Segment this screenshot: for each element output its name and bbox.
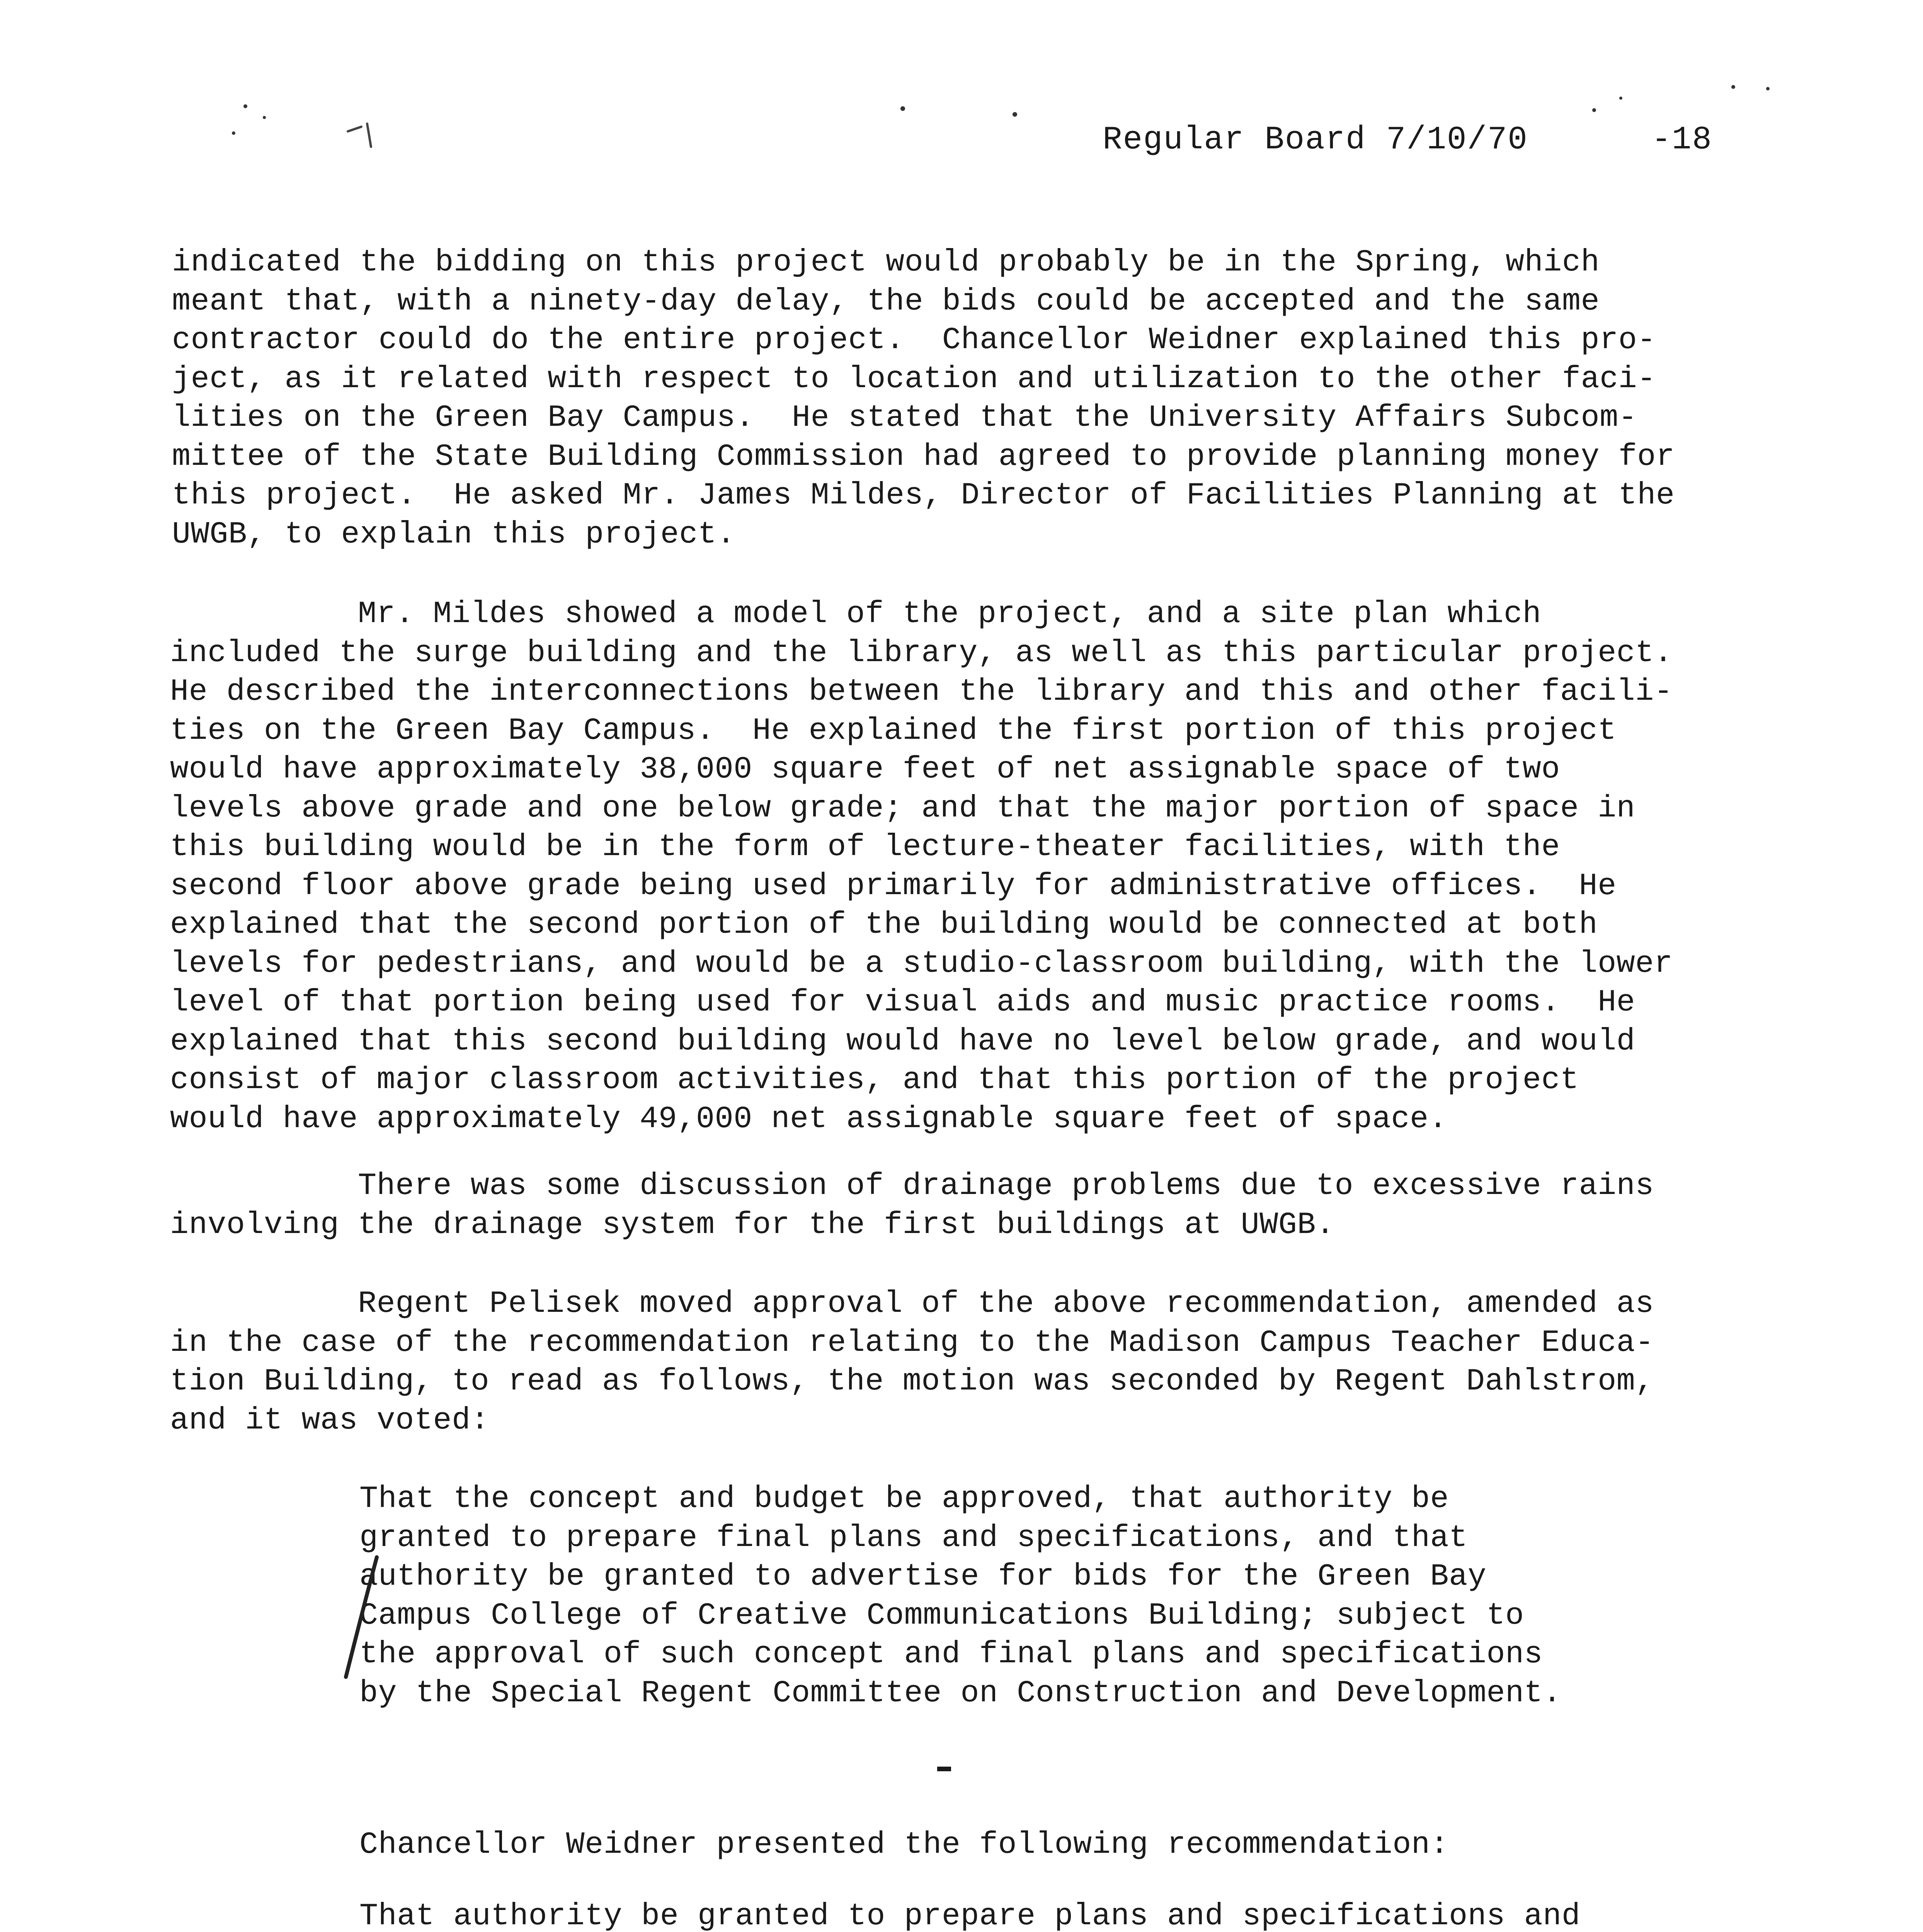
scan-speck <box>263 116 266 119</box>
margin-slash-mark <box>346 1557 377 1677</box>
scan-speck <box>1592 108 1596 112</box>
paragraph-5: Chancellor Weidner presented the following recommendation: <box>359 1827 1449 1862</box>
resolution-2: That authority be granted to prepare plans and specifications and <box>359 1899 1581 1932</box>
paragraph-2: Mr. Mildes showed a model of the project, and a site plan which included the surge building and the library, as well as this particular project. He described the interconnections between the library and this and other facili- ties on the Green Bay Campus. He explained the first portion of this project would have approximately 38,000 square feet of net assignable space of two levels above grade and one below grade; and that the major portion of space in this building would be in the form of lecture-theater facilities, with the second floor above grade being used primarily for administrative offices. He explained that the second portion of the building would be connected at both levels for pedestrians, and would be a studio-classroom building, with the lower level of that portion being used for visual aids and music practice rooms. He explained that this second building would have no level below grade, and would consist of major classroom activities, and that this portion of the project would have approximately 49,000 net assignable square feet of space. <box>170 597 1673 1137</box>
paragraph-4: Regent Pelisek moved approval of the above recommendation, amended as in the case of the recommendation relating to the Madison Campus Teacher Educa- tion Building, to read as follows, the motion was seconded by Regent Dahlstrom, and it was voted: <box>170 1286 1654 1438</box>
paragraph-3: There was some discussion of drainage problems due to excessive rains involving the drainage system for the first buildings at UWGB. <box>170 1168 1654 1243</box>
scan-speck <box>1766 87 1770 90</box>
header-page-number: -18 <box>1651 122 1712 158</box>
scan-speck <box>1731 85 1735 89</box>
scan-speck <box>243 104 247 108</box>
paragraph-1: indicated the bidding on this project would probably be in the Spring, which meant that, with a ninety-day delay, the bids could be accepted and the same contractor could do the entire project. Chancellor Weidner explained this pro- ject, as it related with respect to location and utilization to the other faci- lities on the Green Bay Campus. He stated that the University Affairs Subcom- mittee of the State Building Commission had agreed to provide planning money for this project. He asked Mr. James Mildes, Director of Facilities Planning at the UWGB, to explain this project. <box>172 245 1675 552</box>
scan-speck <box>900 106 905 111</box>
scan-speck <box>232 131 235 135</box>
resolution-1: That the concept and budget be approved, that authority be granted to prepare final plans and specifications, and that authority be granted to advertise for bids for the Green Bay Campus College of Creative Communications Building; subject to the approval of such concept and final plans and specifications by the Special Regent Committee on Construction and Development. <box>359 1481 1562 1711</box>
scan-speck <box>1619 97 1622 100</box>
scan-speck-mark <box>348 124 371 147</box>
scan-speck <box>1013 112 1017 117</box>
header-title: Regular Board 7/10/70 <box>1103 122 1528 158</box>
